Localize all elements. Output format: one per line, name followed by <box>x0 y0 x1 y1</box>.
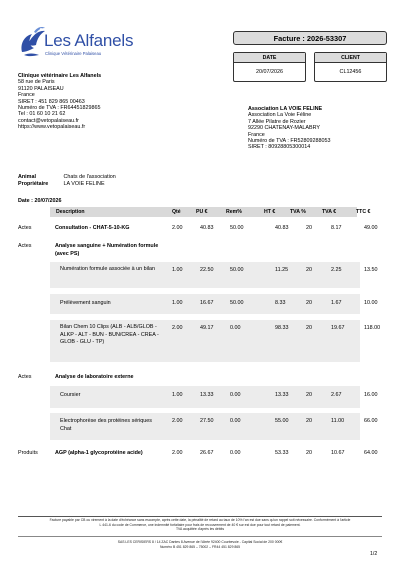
line-pu: 13.33 <box>200 392 214 398</box>
line-ht: 40.83 <box>275 225 289 231</box>
line-ht: 11.25 <box>275 267 289 273</box>
col-ttc: TTC € <box>356 209 371 215</box>
line-ttc: 49.00 <box>364 225 378 231</box>
line-pu: 26.67 <box>200 450 214 456</box>
line-description: AGP (alpha-1 glycoprotéine acide) <box>55 450 143 456</box>
recipient-line: SIRET : 80928805300014 <box>248 144 311 151</box>
line-tva-pct: 20 <box>306 267 312 273</box>
line-description: Coursier <box>60 392 81 398</box>
date-value: 20/07/2026 <box>256 69 283 75</box>
line-ttc: 118.00 <box>364 325 381 331</box>
legal-line: TVA acquittée d'après les débits <box>175 527 225 532</box>
line-rem: 0.00 <box>230 450 241 456</box>
section-label: Actes <box>18 225 32 231</box>
table-row <box>50 262 378 288</box>
section-label: Actes <box>18 243 32 249</box>
animal-info <box>18 174 116 188</box>
table-row <box>50 450 378 458</box>
recipient-line: Association La Voie Féline <box>248 112 312 119</box>
company-line: Numéro B 451 829 865 – 75002 – FR44 451 829 865 <box>159 545 241 550</box>
line-pu: 40.83 <box>200 225 214 231</box>
client-box <box>314 52 387 82</box>
line-ttc: 10.00 <box>364 300 378 306</box>
table-row <box>50 413 378 440</box>
line-qte: 1.00 <box>172 267 183 273</box>
client-label: CLIENT <box>315 53 386 63</box>
line-rem: 0.00 <box>230 325 241 331</box>
line-tva-eur: 11.00 <box>331 418 345 424</box>
recipient-line: 7 Allée Pilatre de Rozier <box>248 118 306 125</box>
line-tva-pct: 20 <box>306 418 312 424</box>
clinic-name: Clinique vétérinaire Les Alfanels <box>18 73 102 79</box>
line-tva-pct: 20 <box>306 325 312 331</box>
line-qte: 1.00 <box>172 300 183 306</box>
line-ttc: 66.00 <box>364 418 378 424</box>
clinic-line: SIRET : 451 829 865 00463 <box>18 98 85 105</box>
line-qte: 2.00 <box>172 325 183 331</box>
line-description: Numération formule associée à un bilan <box>60 266 155 272</box>
recipient-name: Association LA VOIE FELINE <box>248 106 323 112</box>
recipient-address <box>248 106 398 151</box>
line-ttc: 13.50 <box>364 267 378 273</box>
line-rem: 50.00 <box>230 300 244 306</box>
page-number: 1/2 <box>370 551 378 557</box>
footer-divider <box>18 536 382 537</box>
line-description: Bilan Chem 10 Clips (ALB - ALB/GLOB - ALKP - ALT - BUN - BUN/CREA - CREA - GLOB - GLU - TP) <box>60 324 159 346</box>
clinic-line: Tel : 01 60 10 21 62 <box>18 111 66 118</box>
legal-line: L 441-6 du code de Commerce, une indemnité forfaitaire pour frais de recouvrement de 40 € sur est due pour tout retard de paiement. <box>99 522 301 527</box>
col-tva-pct: TVA % <box>290 209 306 215</box>
animal-value: Chats de l'association <box>63 174 116 180</box>
col-ht: HT € <box>264 209 276 215</box>
line-tva-pct: 20 <box>306 392 312 398</box>
line-tva-eur: 8.17 <box>331 225 342 231</box>
col-qte: Qté <box>172 209 181 215</box>
table-row <box>50 320 381 362</box>
clinic-line: Numéro de TVA : FR64451829865 <box>18 104 101 111</box>
table-row <box>50 386 378 408</box>
legal-notice <box>18 518 382 532</box>
table-row <box>50 225 378 233</box>
line-ht: 55.00 <box>275 418 289 424</box>
legal-line: Facture payable par CB ou virement à la date d'échéance sans escompte, après cette date, la pénalité de retard au taux de 10% l'an est due sans qu'un rappel soit nécessaire. Conformément à l'article <box>49 518 351 522</box>
line-ht: 13.33 <box>275 392 289 398</box>
line-pu: 27.50 <box>200 418 214 424</box>
recipient-line: France <box>248 131 265 138</box>
clinic-logo <box>18 22 138 68</box>
line-qte: 2.00 <box>172 418 183 424</box>
line-ttc: 16.00 <box>364 392 378 398</box>
clinic-line: France <box>18 92 35 99</box>
line-ttc: 64.00 <box>364 450 378 456</box>
recipient-line: 92290 CHATENAY-MALABRY <box>248 125 321 132</box>
clinic-address <box>18 73 208 131</box>
company-line: SAS LES CERISIERS 8 / 14 ZAC Dantes 8 Avenue de l'Atrée 92400 Courbevoie - Capital Social de 200 000€ <box>117 540 283 544</box>
invoice-title: Facture : 2026-53307 <box>233 31 387 45</box>
line-description: Electrophorèse des protéines sériques Chat <box>60 418 152 432</box>
line-pu: 22.50 <box>200 267 214 273</box>
line-tva-eur: 2.25 <box>331 267 342 273</box>
company-info <box>18 540 382 550</box>
section-label: Produits <box>18 450 38 456</box>
date-label: DATE <box>234 53 305 63</box>
recipient-line: Numéro de TVA : FR52809288053 <box>248 137 331 144</box>
section-title: Analyse sanguine + Numération formule (avec PS) <box>55 243 159 257</box>
date-box <box>233 52 306 82</box>
line-rem: 0.00 <box>230 418 241 424</box>
line-tva-pct: 20 <box>306 300 312 306</box>
line-qte: 1.00 <box>172 392 183 398</box>
line-tva-eur: 1.67 <box>331 300 342 306</box>
line-rem: 50.00 <box>230 267 244 273</box>
line-tva-pct: 20 <box>306 225 312 231</box>
line-ht: 98.33 <box>275 325 289 331</box>
line-rem: 50.00 <box>230 225 244 231</box>
footer-divider <box>18 516 382 517</box>
owner-value: LA VOIE FELINE <box>63 181 105 187</box>
line-pu: 16.67 <box>200 300 214 306</box>
col-tva-eur: TVA € <box>322 209 337 215</box>
brand-name: Les Alfanels <box>44 31 134 50</box>
table-row <box>50 294 378 314</box>
brand-tagline: Clinique Vétérinaire Palaiseau <box>45 51 102 56</box>
clinic-email: contact@vetopalaiseau.fr <box>18 117 79 124</box>
animal-label: Animal <box>18 174 36 180</box>
line-tva-pct: 20 <box>306 450 312 456</box>
clinic-line: 58 rue de Paris <box>18 79 55 86</box>
clinic-line: 91120 PALAISEAU <box>18 85 64 92</box>
line-ht: 8.33 <box>275 300 286 306</box>
line-qte: 2.00 <box>172 450 183 456</box>
line-tva-eur: 10.67 <box>331 450 345 456</box>
line-pu: 49.17 <box>200 325 214 331</box>
line-tva-eur: 2.67 <box>331 392 342 398</box>
col-rem: Rem% <box>226 209 242 215</box>
line-description: Consultation - CHAT-5-10-KG <box>55 225 130 231</box>
col-pu: PU € <box>196 209 208 215</box>
table-header <box>50 207 371 217</box>
line-tva-eur: 19.67 <box>331 325 345 331</box>
line-rem: 0.00 <box>230 392 241 398</box>
section-title: Analyse de laboratoire externe <box>55 374 134 380</box>
line-description: Prélèvement sanguin <box>60 300 111 306</box>
client-value: CL12456 <box>339 69 362 75</box>
owner-label: Propriétaire <box>18 181 49 187</box>
section-label: Actes <box>18 374 32 380</box>
line-ht: 53.33 <box>275 450 289 456</box>
line-qte: 2.00 <box>172 225 183 231</box>
clinic-website: https://www.vetopalaiseau.fr <box>18 124 86 131</box>
invoice-date-line: Date : 20/07/2026 <box>18 198 62 204</box>
col-description: Description <box>56 209 85 215</box>
